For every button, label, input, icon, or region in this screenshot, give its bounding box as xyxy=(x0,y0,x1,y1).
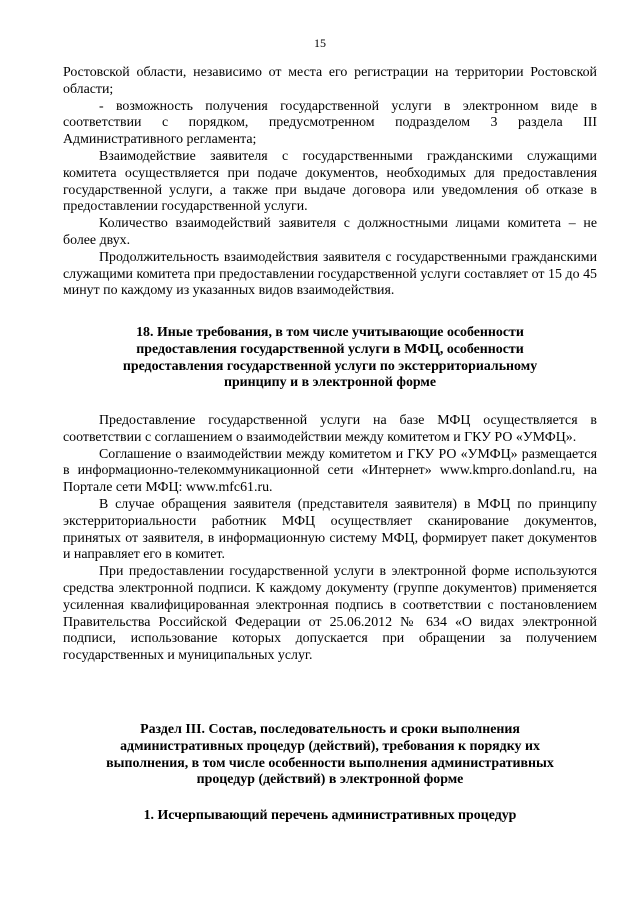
paragraph-extraterritorial: В случае обращения заявителя (представителя заявителя) в МФЦ по принципу экстерриториальности работник МФЦ осуществляет сканирование документов, принятых от заявителя, в информационную систему МФЦ, формирует пакет документов и направляет его в комитет. xyxy=(63,496,597,563)
heading-section-18: 18. Иные требования, в том числе учитывающие особенности предоставления государственной услуги в МФЦ, особенности предоставления государственной услуги по экстерриториальному принципу и в электронной форме xyxy=(122,325,538,391)
paragraph-continuation: Ростовской области, независимо от места его регистрации на территории Ростовской области; xyxy=(63,65,597,97)
heading-section-3: Раздел III. Состав, последовательность и сроки выполнения административных процедур (действий), требования к порядку их выполнения, в том числе особенности выполнения административных процедур (действий) в электронной форме xyxy=(106,722,554,788)
heading-procedures-list: 1. Исчерпывающий перечень административных процедур xyxy=(143,808,517,823)
paragraph-electronic-option: - возможность получения государственной услуги в электронном виде в соответствии с порядком, предусмотренном подразделом 3 раздела III Административного регламента; xyxy=(63,98,597,148)
paragraph-interaction-duration: Продолжительность взаимодействия заявителя с государственными гражданскими служащими комитета при предоставлении государственной услуги составляет от 15 до 45 минут по каждому из указанных видов взаимодействия. xyxy=(63,249,597,299)
paragraph-electronic-signature: При предоставлении государственной услуги в электронной форме используются средства электронной подписи. К каждому документу (группе документов) применяется усиленная квалифицированная электронная подпись в соответствии с постановлением Правительства Российской Федерации от 25.06.2012 № 634 «О видах электронной подписи, использование которых допускается при обращении за получением государственных и муниципальных услуг. xyxy=(63,564,597,664)
text-block-section-18 xyxy=(63,413,597,665)
paragraph-agreement-placement: Соглашение о взаимодействии между комитетом и ГКУ РО «УМФЦ» размещается в информационно-телекоммуникационной сети «Интернет» www.kmpro.donland.ru, на Портале сети МФЦ: www.mfc61.ru. xyxy=(63,446,597,496)
paragraph-interaction-count: Количество взаимодействий заявителя с должностными лицами комитета – не более двух. xyxy=(63,216,597,248)
paragraph-interaction: Взаимодействие заявителя с государственными гражданскими служащими комитета осуществляется при подаче документов, необходимых для предоставления государственной услуги, а также при выдаче договора или уведомления об отказе в предоставлении государственной услуги. xyxy=(63,148,597,215)
text-block-top xyxy=(63,65,597,300)
page-number: 15 xyxy=(314,36,326,50)
paragraph-mfc-basis: Предоставление государственной услуги на базе МФЦ осуществляется в соответствии с соглашением о взаимодействии между комитетом и ГКУ РО «УМФЦ». xyxy=(63,413,597,445)
